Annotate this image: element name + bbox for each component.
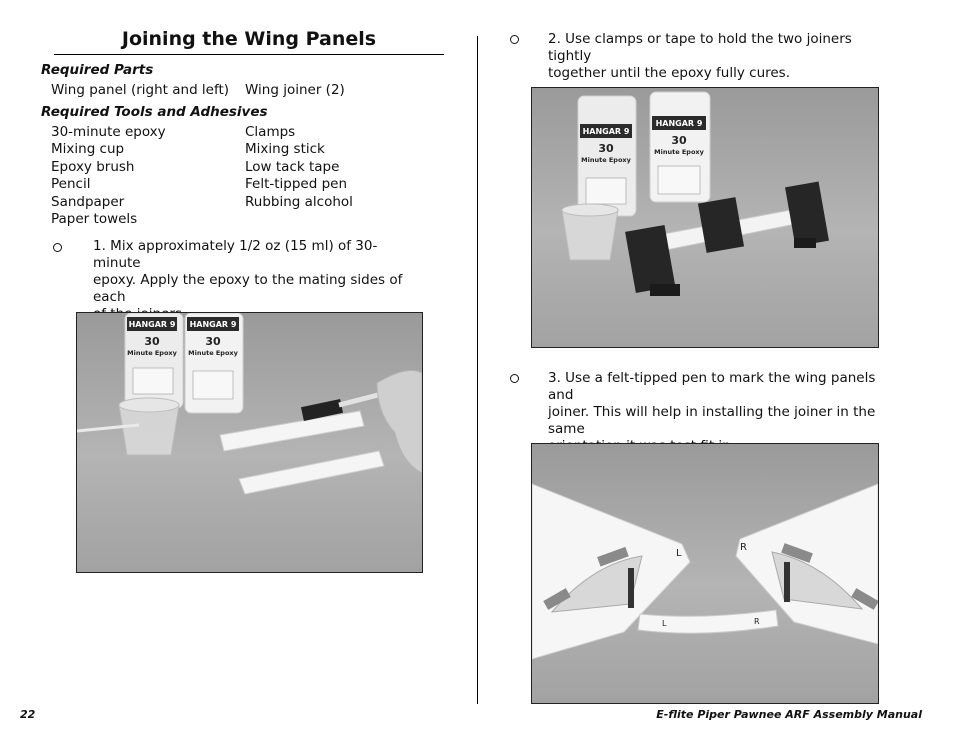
footer-text: E-flite Piper Pawnee ARF Assembly Manual (656, 708, 922, 721)
left-wing-mark: L (676, 548, 682, 559)
joiner-left-mark: L (662, 619, 667, 628)
step-2-line: 2. Use clamps or tape to hold the two joiners tightly (548, 31, 852, 64)
bottle-2-number: 30 (205, 335, 221, 348)
page-number-text: 22 (20, 708, 36, 721)
page-title: Joining the Wing Panels (121, 28, 377, 50)
bottle-3-brand: HANGAR 9 (582, 127, 630, 136)
bottle-4-name: Minute Epoxy (654, 148, 704, 156)
step-1-line: 1. Mix approximately 1/2 oz (15 ml) of 30-minute (93, 238, 378, 271)
bottle-2-brand: HANGAR 9 (189, 320, 237, 329)
bottle-1-brand: HANGAR 9 (128, 320, 176, 329)
bottle-1-name: Minute Epoxy (127, 349, 177, 357)
part-item: Wing panel (right and left) (51, 82, 230, 98)
required-parts-heading: Required Parts (41, 62, 154, 78)
step-1-text (93, 238, 423, 323)
step-2-checkbox[interactable] (510, 35, 519, 44)
tool-item: Mixing cup (51, 141, 125, 158)
tool-item: 30-minute epoxy (51, 124, 166, 140)
bottle-3-number: 30 (598, 142, 614, 155)
step-1-checkbox[interactable] (53, 243, 62, 252)
step-1-line: epoxy. Apply the epoxy to the mating sides of each (93, 272, 403, 305)
photo-epoxy-application (76, 312, 423, 573)
tool-item: Sandpaper (51, 193, 125, 210)
joiner-right-mark: R (754, 617, 760, 626)
title-rule (54, 54, 444, 55)
tool-item: Paper towels (51, 211, 138, 227)
tool-item: Mixing stick (245, 141, 325, 158)
bottle-4-number: 30 (671, 134, 687, 147)
bottle-4-brand: HANGAR 9 (655, 119, 703, 128)
photo-clamped-joiners (531, 87, 879, 348)
step-3-checkbox[interactable] (510, 374, 519, 383)
step-2-text (548, 31, 888, 82)
required-tools-heading: Required Tools and Adhesives (41, 104, 268, 120)
bottle-1-number: 30 (144, 335, 160, 348)
part-item: Wing joiner (2) (245, 82, 345, 98)
tool-item: Rubbing alcohol (245, 193, 353, 210)
right-wing-mark: R (740, 542, 747, 553)
tool-item: Felt-tipped pen (245, 176, 348, 193)
photo-marked-wing-panels (531, 443, 879, 704)
step-2-line: together until the epoxy fully cures. (548, 65, 791, 81)
tool-item: Pencil (51, 176, 91, 193)
tool-item: Clamps (245, 124, 296, 140)
step-3-line: 3. Use a felt-tipped pen to mark the wing panels and (548, 370, 876, 403)
bottle-2-name: Minute Epoxy (188, 349, 238, 357)
footer (656, 703, 922, 722)
bottle-3-name: Minute Epoxy (581, 156, 631, 164)
step-3-line: joiner. This will help in installing the joiner in the same (548, 404, 876, 437)
column-divider (477, 36, 478, 704)
page-number (20, 703, 35, 722)
tool-item: Epoxy brush (51, 158, 135, 175)
tool-item: Low tack tape (245, 158, 340, 175)
